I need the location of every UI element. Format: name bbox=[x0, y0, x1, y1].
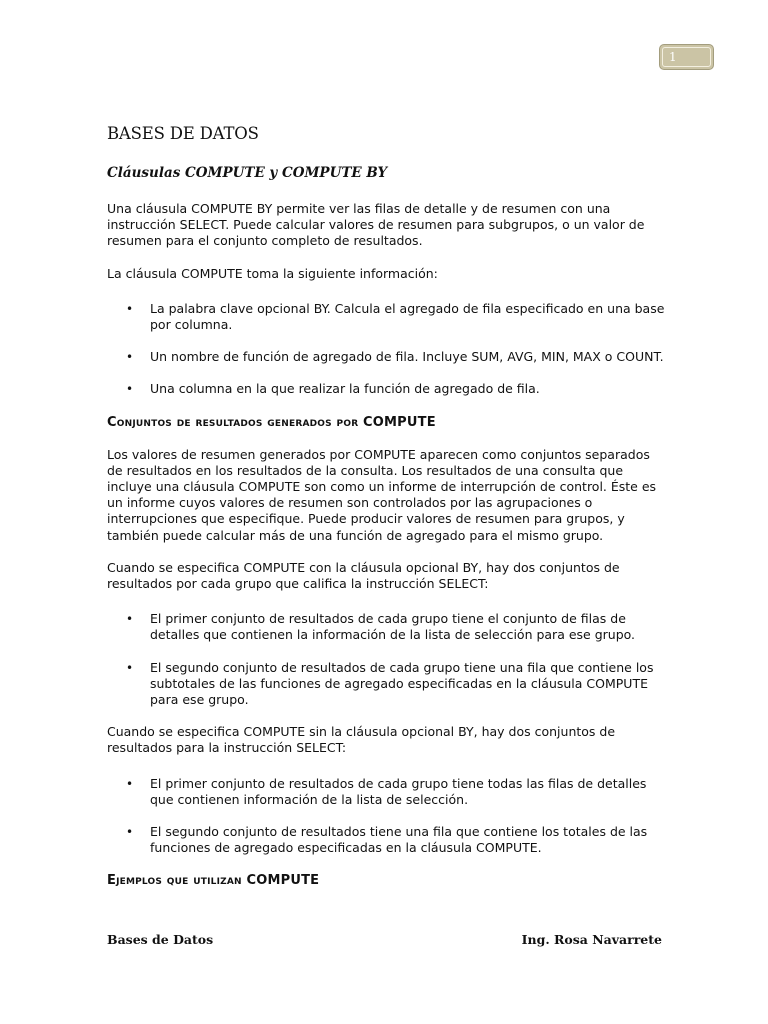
list-item-text: Un nombre de función de agregado de fila. Incluye SUM, AVG, MIN, MAX o COUNT. bbox=[150, 349, 664, 365]
with-by-list bbox=[107, 611, 667, 708]
document-body bbox=[107, 123, 667, 889]
with-by-paragraph: Cuando se especifica COMPUTE con la cláusula opcional BY, hay dos conjuntos de resultados por cada grupo que califica la instrucción SELECT: bbox=[107, 559, 620, 592]
list-item bbox=[107, 381, 667, 397]
list-item-text: El primer conjunto de resultados de cada grupo tiene todas las filas de detalles que contienen información de la lista de selección. bbox=[150, 775, 647, 807]
bullet-icon: • bbox=[126, 825, 134, 840]
footer-title: Bases de Datos bbox=[107, 932, 214, 947]
section-heading: Conjuntos de resultados generados por COMPUTE bbox=[107, 414, 436, 430]
without-by-list bbox=[107, 776, 667, 857]
page-number-badge bbox=[659, 44, 714, 70]
bullet-icon: • bbox=[126, 350, 134, 365]
page-number: 1 bbox=[662, 47, 711, 67]
document-subtitle: Cláusulas COMPUTE y COMPUTE BY bbox=[107, 165, 388, 181]
bullet-icon: • bbox=[126, 776, 134, 791]
list-item bbox=[107, 301, 667, 333]
compute-info-paragraph: La cláusula COMPUTE toma la siguiente información: bbox=[107, 265, 438, 281]
list-item-text: Una columna en la que realizar la función de agregado de fila. bbox=[150, 381, 540, 397]
list-item-text: El primer conjunto de resultados de cada grupo tiene el conjunto de filas de detalles que contienen la información de la lista de selección para ese grupo. bbox=[150, 611, 636, 643]
section-heading: Ejemplos que utilizan COMPUTE bbox=[107, 873, 320, 889]
document-title: BASES DE DATOS bbox=[107, 124, 259, 143]
intro-paragraph: Una cláusula COMPUTE BY permite ver las filas de detalle y de resumen con una instrucción SELECT. Puede calcular valores de resumen para subgrupos, o un valor de resumen para el conjunto completo de resultados. bbox=[107, 201, 645, 249]
list-item-text: El segundo conjunto de resultados de cada grupo tiene una fila que contiene los subtotales de las funciones de agregado especificadas en la cláusula COMPUTE para ese grupo. bbox=[150, 659, 654, 708]
section1-paragraph: Los valores de resumen generados por COMPUTE aparecen como conjuntos separados de resultados en los resultados de la consulta. Los resultados de una consulta que incluye una cláusula COMPUTE son como un informe de interrupción de control. Éste es un informe cuyos valores de resumen son controlados por las agrupaciones o interrupciones que especifique. Puede producir valores de resumen para grupos, y también puede calcular más de una función de agregado para el mismo grupo. bbox=[107, 446, 657, 543]
bullet-icon: • bbox=[126, 660, 134, 675]
bullet-icon: • bbox=[126, 382, 134, 397]
without-by-paragraph: Cuando se especifica COMPUTE sin la cláusula opcional BY, hay dos conjuntos de resultados para la instrucción SELECT: bbox=[107, 724, 616, 756]
footer-author: Ing. Rosa Navarrete bbox=[521, 932, 662, 947]
bullet-icon: • bbox=[126, 612, 134, 627]
bullet-icon: • bbox=[126, 301, 134, 316]
list-item bbox=[107, 611, 667, 643]
compute-info-list bbox=[107, 301, 667, 398]
list-item bbox=[107, 824, 667, 856]
list-item bbox=[107, 349, 667, 365]
list-item-text: La palabra clave opcional BY. Calcula el agregado de fila especificado en una base por columna. bbox=[150, 300, 665, 333]
list-item bbox=[107, 660, 667, 709]
list-item bbox=[107, 776, 667, 808]
list-item-text: El segundo conjunto de resultados tiene una fila que contiene los totales de las funciones de agregado especificadas en la cláusula COMPUTE. bbox=[150, 824, 648, 856]
